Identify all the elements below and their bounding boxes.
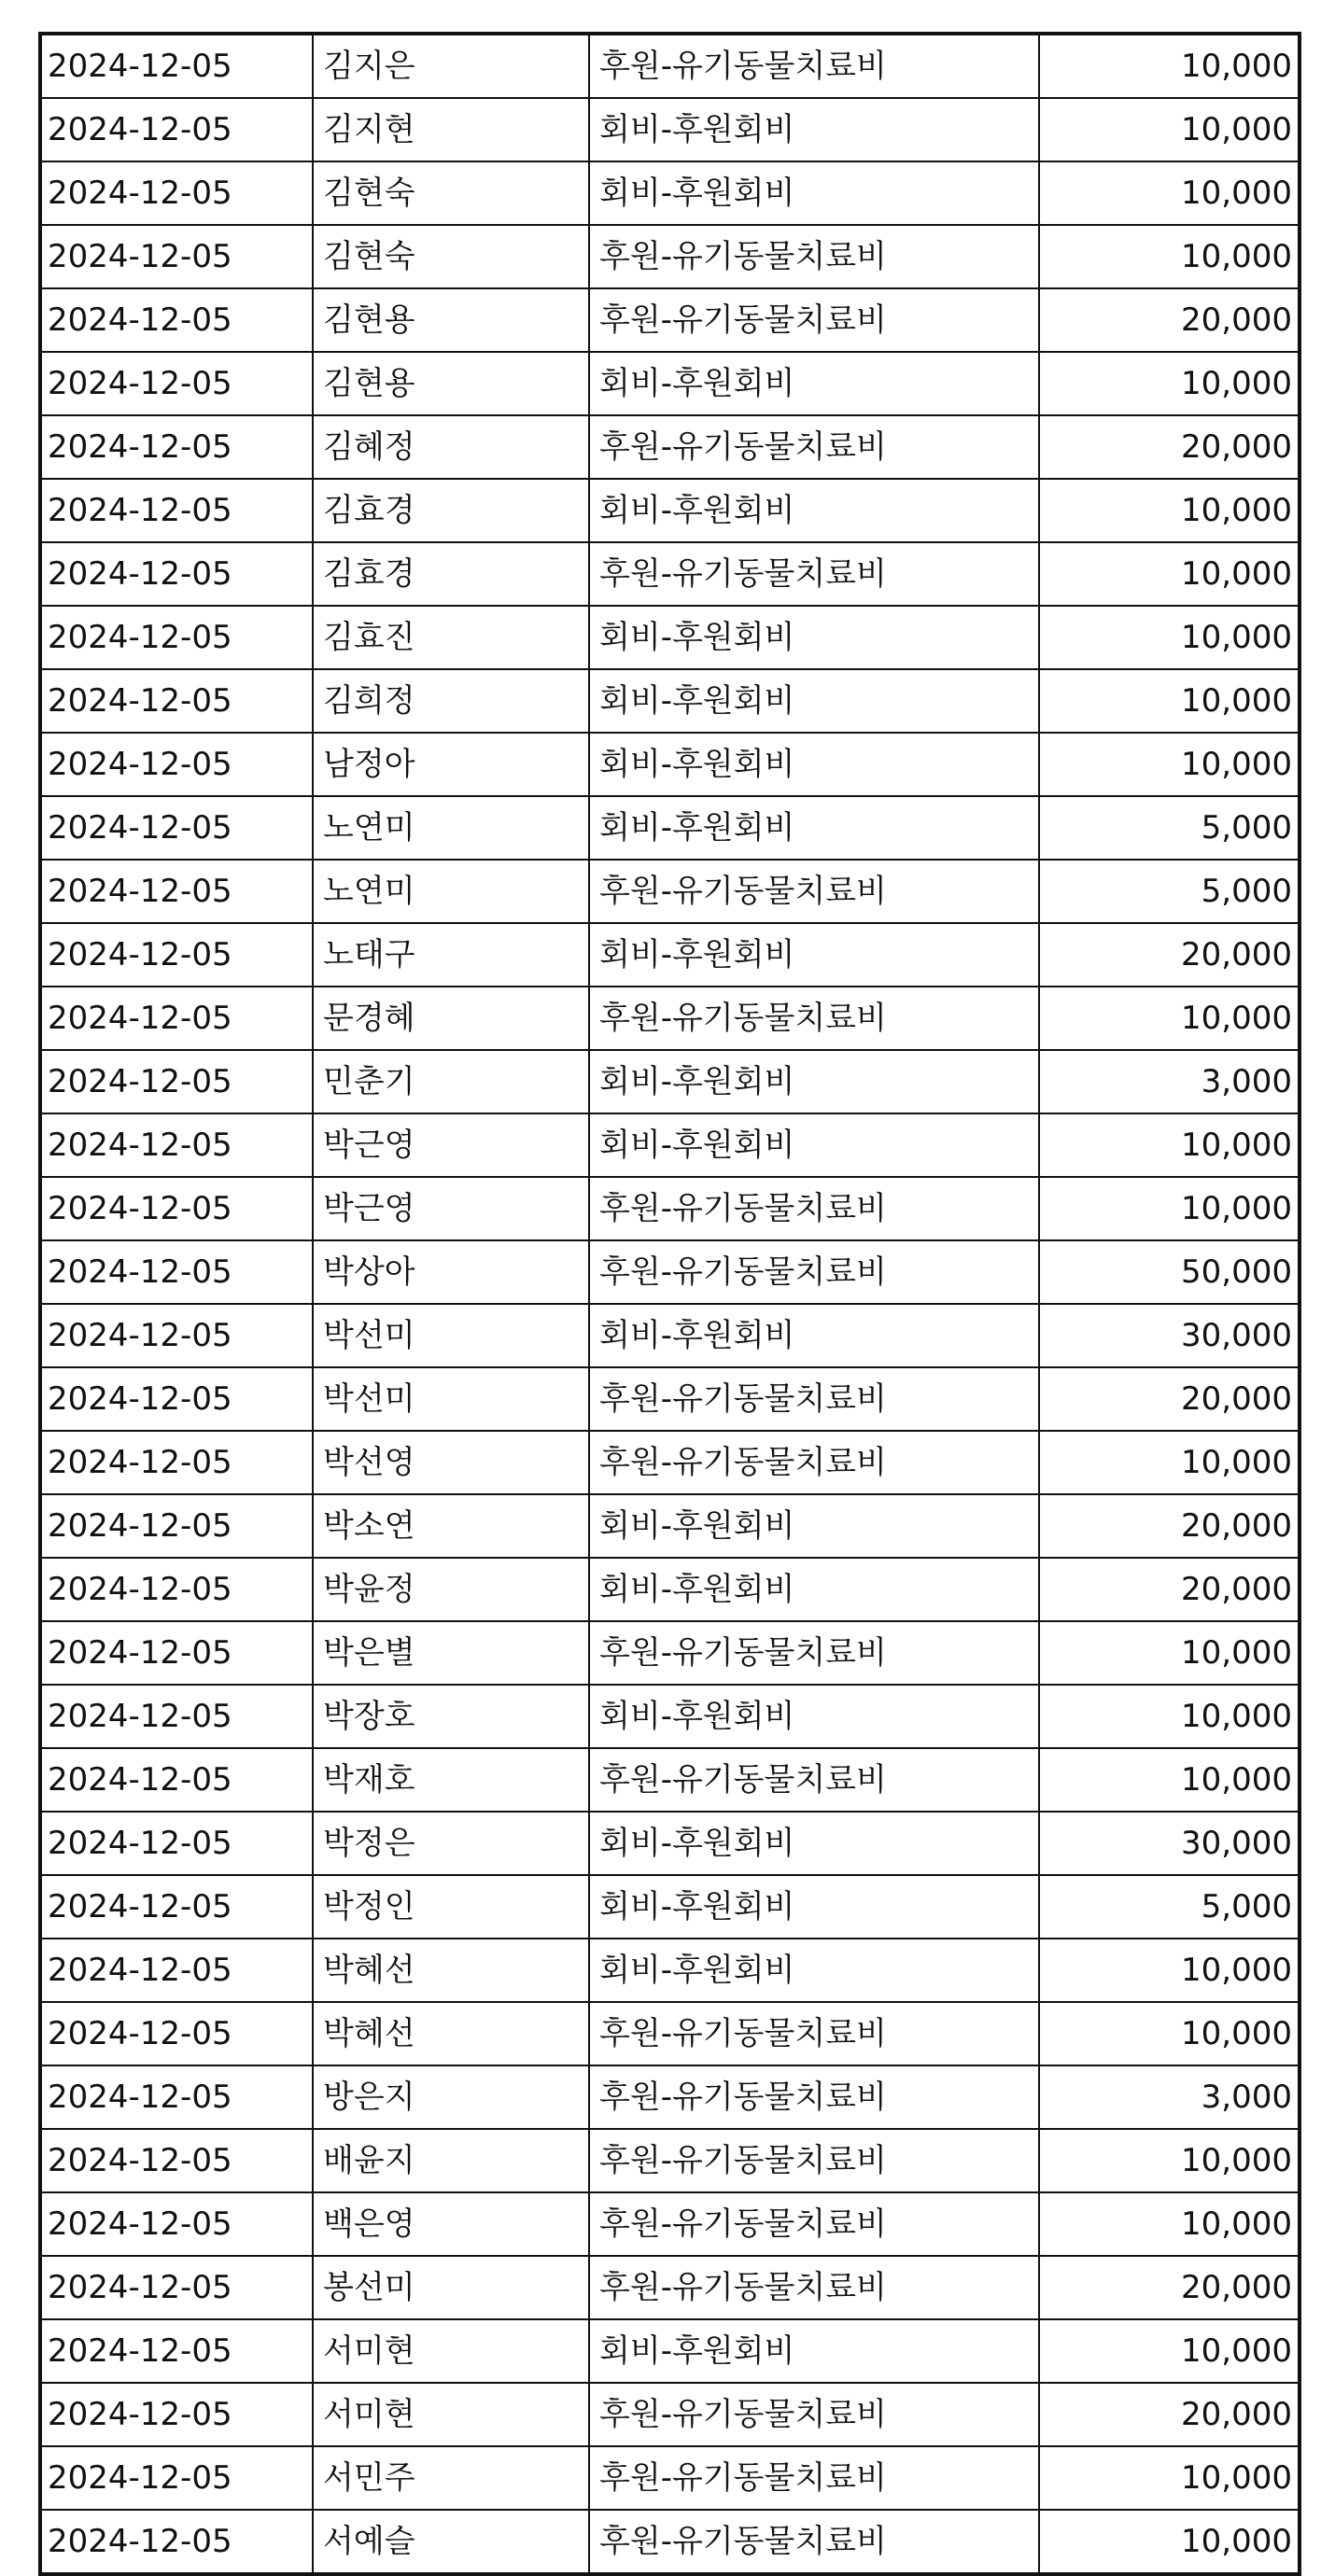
table-row — [40, 860, 1300, 923]
category-cell: 후원-유기동물치료비 — [589, 542, 1039, 606]
table-row — [40, 1113, 1300, 1177]
table-row — [40, 2002, 1300, 2065]
table-row — [40, 1177, 1300, 1240]
donor-name-cell: 남정아 — [313, 733, 589, 796]
donor-name-cell: 박혜선 — [313, 2002, 589, 2065]
category-cell: 회비-후원회비 — [589, 796, 1039, 860]
category-cell: 후원-유기동물치료비 — [589, 288, 1039, 352]
donor-name-cell: 김희정 — [313, 669, 589, 733]
category-cell: 후원-유기동물치료비 — [589, 987, 1039, 1050]
amount-cell: 10,000 — [1039, 2192, 1300, 2256]
amount-cell: 5,000 — [1039, 860, 1300, 923]
date-cell: 2024-12-05 — [40, 1875, 313, 1939]
category-cell: 후원-유기동물치료비 — [589, 2192, 1039, 2256]
category-cell: 회비-후원회비 — [589, 1050, 1039, 1113]
category-cell: 회비-후원회비 — [589, 98, 1039, 161]
table-row — [40, 225, 1300, 288]
table-row — [40, 1621, 1300, 1685]
amount-cell: 10,000 — [1039, 1748, 1300, 1812]
amount-cell: 10,000 — [1039, 225, 1300, 288]
date-cell: 2024-12-05 — [40, 1304, 313, 1367]
donor-name-cell: 김현용 — [313, 352, 589, 415]
donor-name-cell: 민춘기 — [313, 1050, 589, 1113]
donor-name-cell: 박근영 — [313, 1177, 589, 1240]
category-cell: 후원-유기동물치료비 — [589, 225, 1039, 288]
date-cell: 2024-12-05 — [40, 225, 313, 288]
amount-cell: 20,000 — [1039, 1558, 1300, 1621]
donor-name-cell: 박소연 — [313, 1494, 589, 1558]
category-cell: 회비-후원회비 — [589, 1494, 1039, 1558]
date-cell: 2024-12-05 — [40, 1367, 313, 1431]
ledger-body — [40, 34, 1300, 2574]
amount-cell: 10,000 — [1039, 1939, 1300, 2002]
table-row — [40, 1494, 1300, 1558]
donor-name-cell: 서예슬 — [313, 2510, 589, 2574]
donor-name-cell: 서민주 — [313, 2446, 589, 2510]
category-cell: 회비-후원회비 — [589, 1113, 1039, 1177]
date-cell: 2024-12-05 — [40, 2129, 313, 2192]
donor-name-cell: 방은지 — [313, 2065, 589, 2129]
date-cell: 2024-12-05 — [40, 1558, 313, 1621]
table-row — [40, 542, 1300, 606]
table-row — [40, 34, 1300, 98]
date-cell: 2024-12-05 — [40, 288, 313, 352]
amount-cell: 10,000 — [1039, 2002, 1300, 2065]
amount-cell: 5,000 — [1039, 796, 1300, 860]
donor-name-cell: 박은별 — [313, 1621, 589, 1685]
table-row — [40, 2319, 1300, 2383]
date-cell: 2024-12-05 — [40, 415, 313, 479]
category-cell: 후원-유기동물치료비 — [589, 2383, 1039, 2446]
table-row — [40, 796, 1300, 860]
amount-cell: 10,000 — [1039, 2446, 1300, 2510]
date-cell: 2024-12-05 — [40, 1494, 313, 1558]
table-row — [40, 1304, 1300, 1367]
category-cell: 후원-유기동물치료비 — [589, 2510, 1039, 2574]
donor-name-cell: 김현숙 — [313, 161, 589, 225]
date-cell: 2024-12-05 — [40, 352, 313, 415]
date-cell: 2024-12-05 — [40, 479, 313, 542]
donor-name-cell: 김현용 — [313, 288, 589, 352]
donor-name-cell: 박상아 — [313, 1240, 589, 1304]
donor-name-cell: 문경혜 — [313, 987, 589, 1050]
amount-cell: 10,000 — [1039, 2319, 1300, 2383]
table-row — [40, 2065, 1300, 2129]
donor-name-cell: 박정인 — [313, 1875, 589, 1939]
category-cell: 회비-후원회비 — [589, 2319, 1039, 2383]
date-cell: 2024-12-05 — [40, 1113, 313, 1177]
date-cell: 2024-12-05 — [40, 1621, 313, 1685]
category-cell: 회비-후원회비 — [589, 161, 1039, 225]
table-row — [40, 1939, 1300, 2002]
date-cell: 2024-12-05 — [40, 542, 313, 606]
category-cell: 회비-후원회비 — [589, 733, 1039, 796]
table-row — [40, 161, 1300, 225]
amount-cell: 20,000 — [1039, 415, 1300, 479]
date-cell: 2024-12-05 — [40, 2192, 313, 2256]
donor-name-cell: 김혜정 — [313, 415, 589, 479]
amount-cell: 10,000 — [1039, 733, 1300, 796]
category-cell: 후원-유기동물치료비 — [589, 2002, 1039, 2065]
donor-name-cell: 박장호 — [313, 1685, 589, 1748]
category-cell: 후원-유기동물치료비 — [589, 1177, 1039, 1240]
donor-name-cell: 박선영 — [313, 1431, 589, 1494]
amount-cell: 50,000 — [1039, 1240, 1300, 1304]
date-cell: 2024-12-05 — [40, 669, 313, 733]
table-row — [40, 2256, 1300, 2319]
table-row — [40, 2129, 1300, 2192]
table-row — [40, 1240, 1300, 1304]
table-row — [40, 1875, 1300, 1939]
category-cell: 후원-유기동물치료비 — [589, 2446, 1039, 2510]
category-cell: 회비-후원회비 — [589, 669, 1039, 733]
donor-name-cell: 박윤정 — [313, 1558, 589, 1621]
table-row — [40, 1685, 1300, 1748]
donor-name-cell: 배윤지 — [313, 2129, 589, 2192]
table-row — [40, 1050, 1300, 1113]
category-cell: 회비-후원회비 — [589, 352, 1039, 415]
category-cell: 회비-후원회비 — [589, 923, 1039, 987]
category-cell: 후원-유기동물치료비 — [589, 1748, 1039, 1812]
table-row — [40, 606, 1300, 669]
amount-cell: 10,000 — [1039, 2129, 1300, 2192]
donor-name-cell: 김효경 — [313, 479, 589, 542]
donor-name-cell: 서미현 — [313, 2319, 589, 2383]
date-cell: 2024-12-05 — [40, 2510, 313, 2574]
date-cell: 2024-12-05 — [40, 1240, 313, 1304]
amount-cell: 10,000 — [1039, 987, 1300, 1050]
table-row — [40, 1748, 1300, 1812]
category-cell: 회비-후원회비 — [589, 1304, 1039, 1367]
date-cell: 2024-12-05 — [40, 860, 313, 923]
date-cell: 2024-12-05 — [40, 2256, 313, 2319]
category-cell: 회비-후원회비 — [589, 606, 1039, 669]
date-cell: 2024-12-05 — [40, 2065, 313, 2129]
donor-name-cell: 박정은 — [313, 1812, 589, 1875]
category-cell: 회비-후원회비 — [589, 1812, 1039, 1875]
amount-cell: 10,000 — [1039, 1621, 1300, 1685]
amount-cell: 10,000 — [1039, 98, 1300, 161]
date-cell: 2024-12-05 — [40, 796, 313, 860]
date-cell: 2024-12-05 — [40, 34, 313, 98]
donor-name-cell: 김지은 — [313, 34, 589, 98]
donor-name-cell: 서미현 — [313, 2383, 589, 2446]
date-cell: 2024-12-05 — [40, 1177, 313, 1240]
donor-name-cell: 박근영 — [313, 1113, 589, 1177]
amount-cell: 20,000 — [1039, 2383, 1300, 2446]
amount-cell: 10,000 — [1039, 1113, 1300, 1177]
donor-name-cell: 백은영 — [313, 2192, 589, 2256]
date-cell: 2024-12-05 — [40, 2002, 313, 2065]
donor-name-cell: 김현숙 — [313, 225, 589, 288]
donor-name-cell: 봉선미 — [313, 2256, 589, 2319]
date-cell: 2024-12-05 — [40, 1050, 313, 1113]
date-cell: 2024-12-05 — [40, 1685, 313, 1748]
table-row — [40, 479, 1300, 542]
table-row — [40, 98, 1300, 161]
date-cell: 2024-12-05 — [40, 923, 313, 987]
amount-cell: 30,000 — [1039, 1812, 1300, 1875]
table-row — [40, 1812, 1300, 1875]
category-cell: 후원-유기동물치료비 — [589, 1367, 1039, 1431]
amount-cell: 10,000 — [1039, 161, 1300, 225]
donor-name-cell: 김지현 — [313, 98, 589, 161]
amount-cell: 10,000 — [1039, 606, 1300, 669]
donor-name-cell: 박선미 — [313, 1367, 589, 1431]
date-cell: 2024-12-05 — [40, 2446, 313, 2510]
table-row — [40, 2192, 1300, 2256]
date-cell: 2024-12-05 — [40, 98, 313, 161]
amount-cell: 10,000 — [1039, 2510, 1300, 2574]
donor-name-cell: 박혜선 — [313, 1939, 589, 2002]
date-cell: 2024-12-05 — [40, 1748, 313, 1812]
table-row — [40, 1431, 1300, 1494]
donor-name-cell: 김효진 — [313, 606, 589, 669]
donor-name-cell: 박재호 — [313, 1748, 589, 1812]
amount-cell: 3,000 — [1039, 1050, 1300, 1113]
amount-cell: 20,000 — [1039, 923, 1300, 987]
amount-cell: 30,000 — [1039, 1304, 1300, 1367]
category-cell: 회비-후원회비 — [589, 1685, 1039, 1748]
date-cell: 2024-12-05 — [40, 1812, 313, 1875]
amount-cell: 3,000 — [1039, 2065, 1300, 2129]
amount-cell: 10,000 — [1039, 479, 1300, 542]
category-cell: 후원-유기동물치료비 — [589, 2129, 1039, 2192]
amount-cell: 20,000 — [1039, 2256, 1300, 2319]
category-cell: 후원-유기동물치료비 — [589, 1431, 1039, 1494]
category-cell: 회비-후원회비 — [589, 1875, 1039, 1939]
amount-cell: 10,000 — [1039, 1685, 1300, 1748]
amount-cell: 20,000 — [1039, 288, 1300, 352]
donor-name-cell: 노태구 — [313, 923, 589, 987]
amount-cell: 10,000 — [1039, 352, 1300, 415]
amount-cell: 5,000 — [1039, 1875, 1300, 1939]
table-row — [40, 987, 1300, 1050]
category-cell: 후원-유기동물치료비 — [589, 1621, 1039, 1685]
category-cell: 후원-유기동물치료비 — [589, 2065, 1039, 2129]
table-row — [40, 1558, 1300, 1621]
category-cell: 후원-유기동물치료비 — [589, 860, 1039, 923]
category-cell: 회비-후원회비 — [589, 479, 1039, 542]
table-row — [40, 2446, 1300, 2510]
donation-ledger-table — [38, 32, 1301, 2576]
amount-cell: 10,000 — [1039, 1431, 1300, 1494]
category-cell: 후원-유기동물치료비 — [589, 415, 1039, 479]
amount-cell: 20,000 — [1039, 1367, 1300, 1431]
category-cell: 후원-유기동물치료비 — [589, 1240, 1039, 1304]
amount-cell: 10,000 — [1039, 542, 1300, 606]
category-cell: 회비-후원회비 — [589, 1939, 1039, 2002]
donor-name-cell: 김효경 — [313, 542, 589, 606]
table-row — [40, 2510, 1300, 2574]
amount-cell: 10,000 — [1039, 34, 1300, 98]
date-cell: 2024-12-05 — [40, 2383, 313, 2446]
date-cell: 2024-12-05 — [40, 1939, 313, 2002]
amount-cell: 20,000 — [1039, 1494, 1300, 1558]
date-cell: 2024-12-05 — [40, 161, 313, 225]
date-cell: 2024-12-05 — [40, 2319, 313, 2383]
category-cell: 회비-후원회비 — [589, 1558, 1039, 1621]
donor-name-cell: 노연미 — [313, 860, 589, 923]
table-row — [40, 415, 1300, 479]
table-row — [40, 669, 1300, 733]
table-row — [40, 1367, 1300, 1431]
date-cell: 2024-12-05 — [40, 733, 313, 796]
date-cell: 2024-12-05 — [40, 987, 313, 1050]
date-cell: 2024-12-05 — [40, 606, 313, 669]
table-row — [40, 288, 1300, 352]
donor-name-cell: 박선미 — [313, 1304, 589, 1367]
amount-cell: 10,000 — [1039, 669, 1300, 733]
table-row — [40, 2383, 1300, 2446]
donor-name-cell: 노연미 — [313, 796, 589, 860]
table-row — [40, 352, 1300, 415]
category-cell: 후원-유기동물치료비 — [589, 2256, 1039, 2319]
amount-cell: 10,000 — [1039, 1177, 1300, 1240]
table-row — [40, 733, 1300, 796]
date-cell: 2024-12-05 — [40, 1431, 313, 1494]
table-row — [40, 923, 1300, 987]
category-cell: 후원-유기동물치료비 — [589, 34, 1039, 98]
